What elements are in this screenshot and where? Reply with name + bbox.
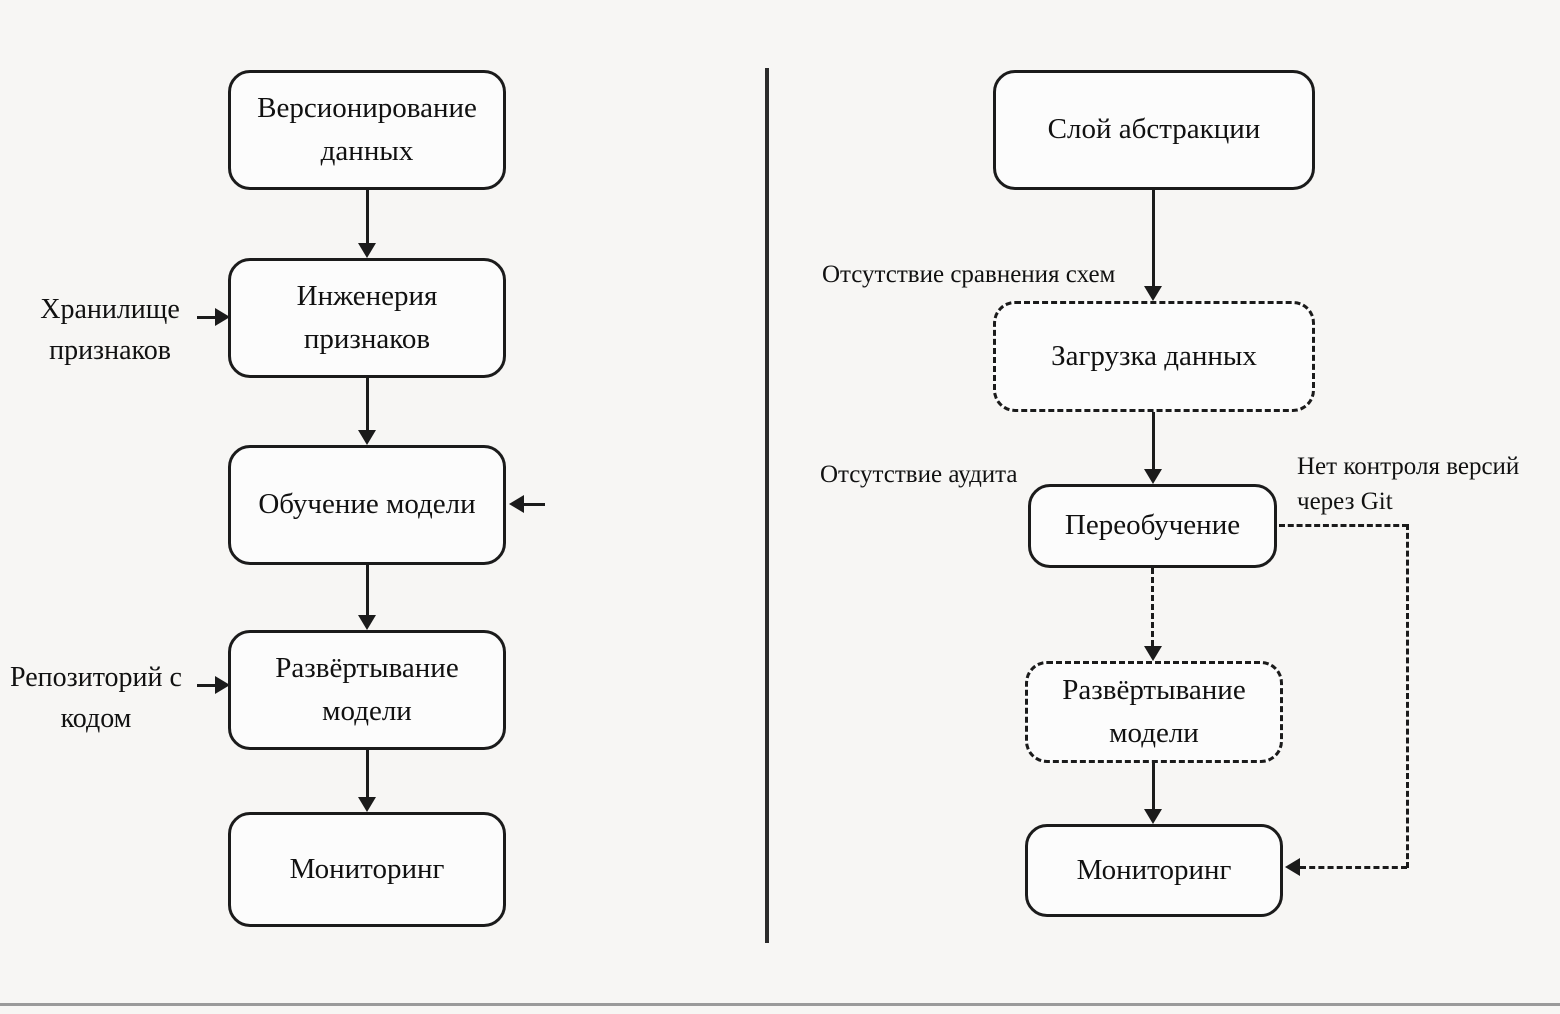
- arrowhead-left-icon: [1285, 858, 1300, 876]
- node-label: Переобучение: [1064, 509, 1241, 542]
- arrow-deployment-to-monitoring: [366, 750, 369, 798]
- node-label: Инженерия признаков: [296, 279, 438, 355]
- node-label: Загрузка данных: [1051, 339, 1257, 372]
- node-model-deployment-left: [228, 630, 506, 750]
- feedback-dashed-segment-top: [1279, 524, 1408, 527]
- arrowhead-down-icon: [1144, 646, 1162, 661]
- arrow-loading-to-retraining: [1152, 412, 1155, 469]
- node-monitoring-right: [1025, 824, 1283, 917]
- node-monitoring-left: [228, 812, 506, 927]
- node-data-versioning: [228, 70, 506, 190]
- column-divider-line: [765, 68, 769, 943]
- node-retraining: [1028, 484, 1277, 568]
- arrowhead-left-icon: [509, 495, 524, 513]
- node-feature-engineering: [228, 258, 506, 378]
- label-code-repository: Репозиторий с кодом: [10, 662, 182, 734]
- node-label: Версионирование данных: [257, 91, 477, 167]
- label-feature-store: Хранилище признаков: [40, 294, 180, 366]
- arrowhead-down-icon: [358, 797, 376, 812]
- node-label: Обучение модели: [258, 488, 476, 521]
- feedback-dashed-segment-right: [1406, 524, 1409, 868]
- node-model-deployment-right: [1025, 661, 1283, 763]
- arrow-abstraction-to-loading: [1152, 190, 1155, 286]
- feedback-dashed-segment-bottom: [1300, 866, 1407, 869]
- arrow-versioning-to-feature-engineering: [366, 190, 369, 244]
- node-label: Развёртывание модели: [275, 651, 459, 727]
- node-label: Мониторинг: [289, 852, 445, 885]
- arrow-retraining-to-deployment-dashed: [1151, 568, 1154, 646]
- node-data-loading: [993, 301, 1315, 412]
- arrowhead-right-icon: [215, 676, 230, 694]
- arrowhead-down-icon: [358, 430, 376, 445]
- arrowhead-right-icon: [215, 308, 230, 326]
- arrowhead-down-icon: [1144, 809, 1162, 824]
- arrowhead-down-icon: [1144, 286, 1162, 301]
- label-no-audit: Отсутствие аудита: [820, 461, 1018, 488]
- arrowhead-down-icon: [1144, 469, 1162, 484]
- node-label: Развёртывание модели: [1062, 673, 1246, 749]
- label-no-schema-comparison: Отсутствие сравнения схем: [822, 261, 1116, 288]
- arrow-deployment-to-monitoring-right: [1152, 763, 1155, 809]
- arrowhead-down-icon: [358, 243, 376, 258]
- arrow-training-to-deployment: [366, 565, 369, 616]
- bottom-rule: [0, 1003, 1560, 1006]
- node-label: Мониторинг: [1076, 853, 1232, 886]
- arrow-feature-engineering-to-training: [366, 378, 369, 431]
- node-label: Слой абстракции: [1047, 113, 1261, 146]
- arrow-training-input-right: [524, 503, 545, 506]
- arrow-feature-store-input: [197, 316, 217, 319]
- node-model-training: [228, 445, 506, 565]
- arrowhead-down-icon: [358, 615, 376, 630]
- arrow-code-repo-input: [197, 684, 217, 687]
- node-abstraction-layer: [993, 70, 1315, 190]
- label-no-git-version-control: Нет контроля версий через Git: [1297, 453, 1520, 515]
